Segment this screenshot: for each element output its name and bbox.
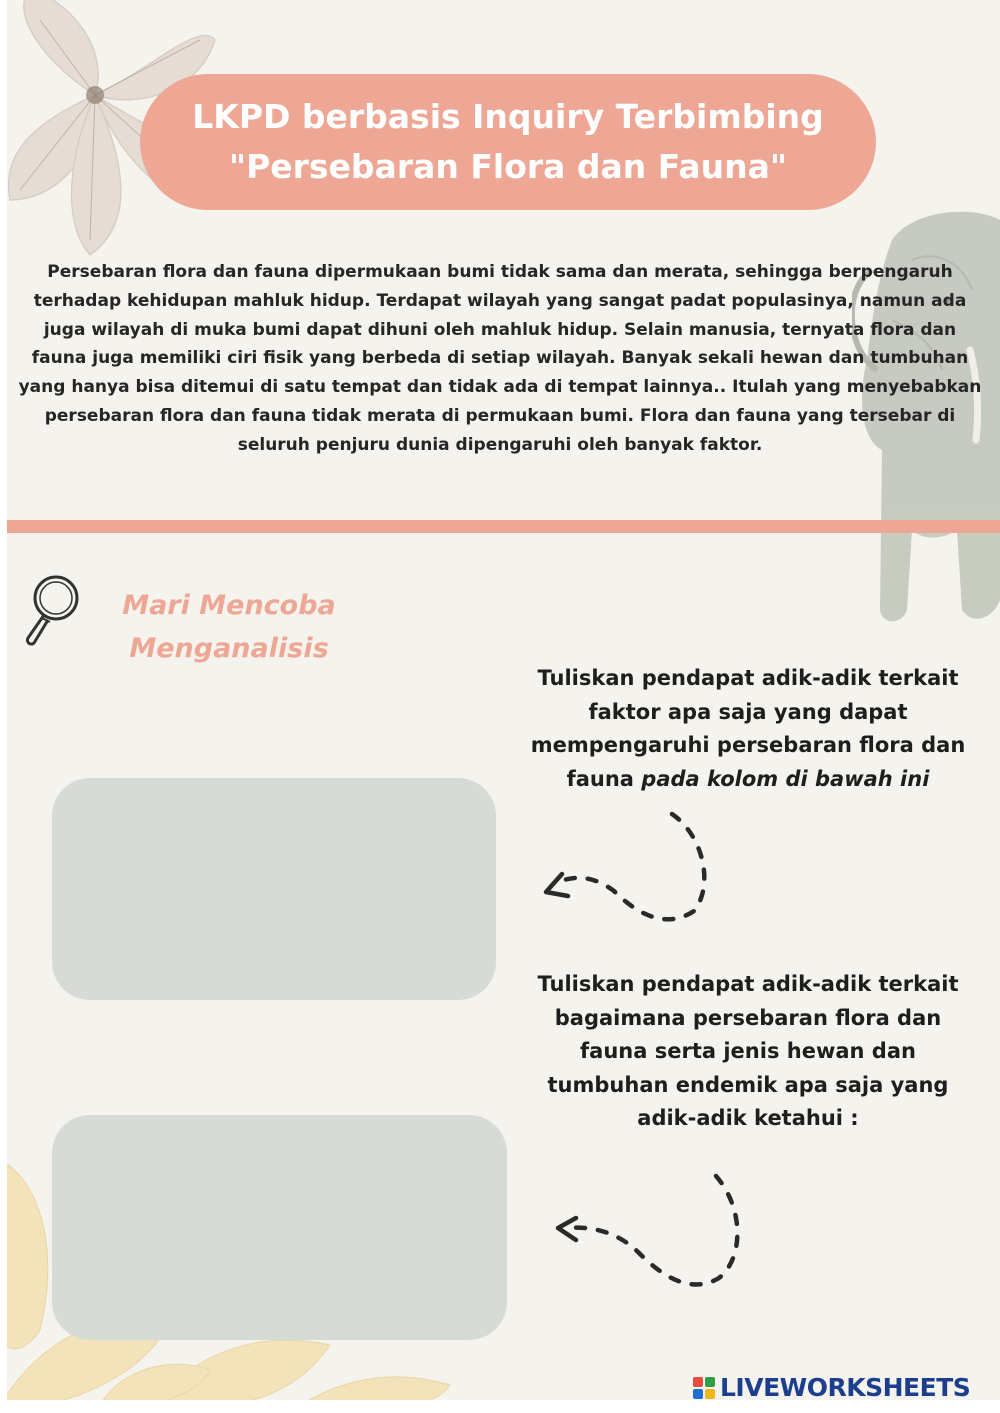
section-title-line2: Menganalisis [129, 633, 329, 664]
liveworksheets-logo-icon [692, 1376, 716, 1400]
section-title-line1: Mari Mencoba [122, 590, 336, 621]
worksheet-title-line2: "Persebaran Flora dan Fauna" [228, 147, 788, 186]
worksheet-title-line1: LKPD berbasis Inquiry Terbimbing [192, 97, 824, 136]
dashed-arrow-icon [534, 806, 724, 928]
section-divider [7, 520, 1000, 533]
magnifier-icon [20, 570, 86, 650]
dashed-arrow-icon [544, 1168, 756, 1294]
prompt-factors [520, 662, 976, 796]
worksheet-title-banner [140, 74, 876, 210]
watermark-text: LIVEWORKSHEETS [720, 1373, 971, 1402]
prompt-distribution: Tuliskan pendapat adik-adik terkait bagaimana persebaran flora dan fauna serta jenis hewan dan tumbuhan endemik apa saja yang adik-adik ketahui : [537, 972, 959, 1130]
section-title [104, 584, 354, 670]
liveworksheets-watermark [692, 1372, 970, 1404]
prompt-factors-italic: pada kolom di bawah ini [641, 766, 930, 791]
answer-box-distribution[interactable] [52, 1115, 507, 1340]
answer-box-factors[interactable] [52, 778, 496, 1000]
prompt-factors-text: Tuliskan pendapat adik-adik terkait faktor apa saja yang dapat mempengaruhi persebaran flora dan fauna [530, 666, 966, 791]
intro-paragraph: Persebaran flora dan fauna dipermukaan bumi tidak sama dan merata, sehingga berpengaruh terhadap kehidupan mahluk hidup. Terdapat wilayah yang sangat padat populasinya, namun ada juga wilayah di muka bumi dapat dihuni oleh mahluk hidup. Selain manusia, ternyata flora dan fauna juga memiliki ciri fisik yang berbeda di setiap wilayah. Banyak sekali hewan dan tumbuhan yang hanya bisa ditemui di satu tempat dan tidak ada di tempat lainnya.. Itulah yang menyebabkan persebaran flora dan fauna tidak merata di permukaan bumi. Flora dan fauna yang tersebar di seluruh penjuru dunia dipengaruhi oleh banyak faktor. [18, 262, 982, 455]
page-left-edge [0, 0, 7, 1413]
